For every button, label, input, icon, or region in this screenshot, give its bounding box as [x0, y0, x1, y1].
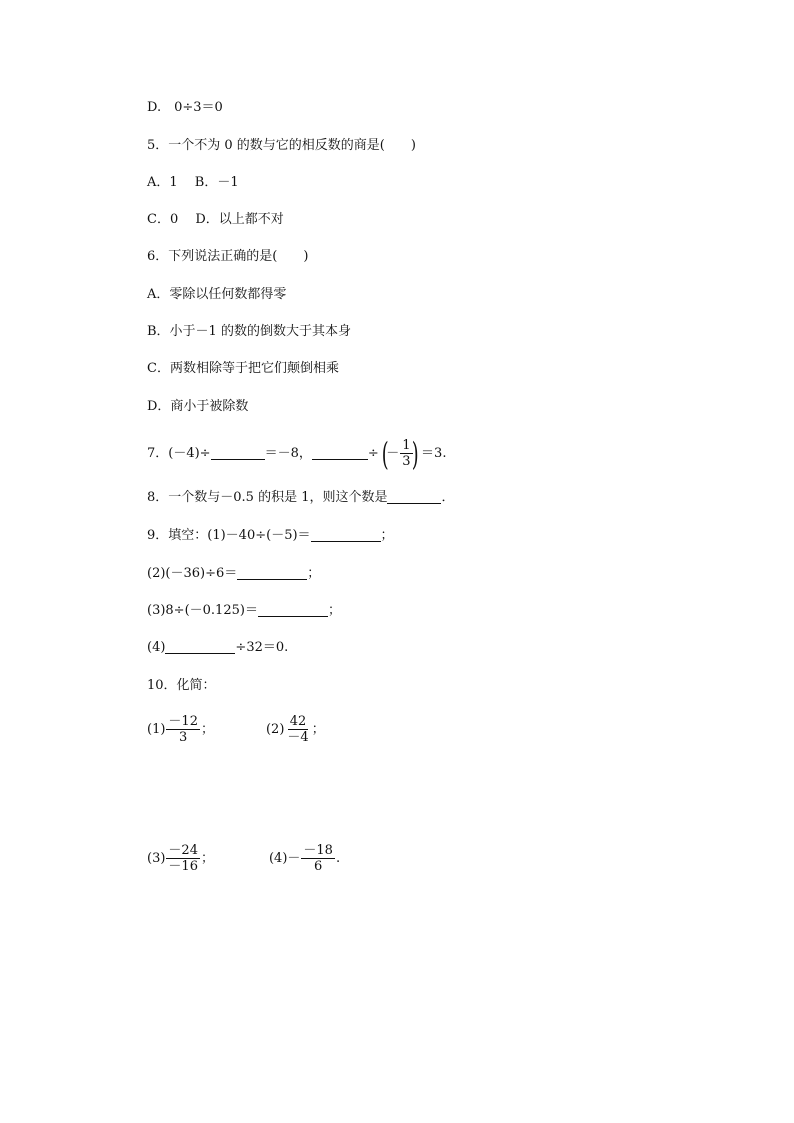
- question-8: [147, 489, 455, 507]
- q10-part3-end: ；: [200, 851, 214, 866]
- q9-l2-text: (2)(－36)÷6＝: [147, 566, 238, 581]
- question-6-option-c: C．两数相除等于把它们颠倒相乘: [147, 361, 339, 376]
- q9-l4-end: ÷32＝0.: [235, 640, 289, 655]
- q7-part2: ＝－8，: [264, 446, 312, 461]
- answer-blank[interactable]: [312, 445, 368, 460]
- fraction-numerator: －24: [168, 843, 198, 858]
- question-9-line-2: [147, 565, 320, 583]
- fraction-numerator: －12: [168, 714, 198, 729]
- answer-blank[interactable]: [258, 602, 328, 617]
- q7-fraction: [400, 438, 412, 469]
- q7-sign: －: [386, 446, 400, 461]
- answer-blank[interactable]: [211, 445, 265, 460]
- q10-part4-label: (4)－: [268, 851, 301, 866]
- fraction-denominator: 3: [179, 730, 188, 745]
- q10-part2-end: ；: [311, 722, 325, 737]
- question-5: 5．一个不为 0 的数与它的相反数的商是( ): [147, 138, 416, 153]
- question-6: 6．下列说法正确的是( ): [147, 249, 309, 264]
- answer-blank[interactable]: [387, 489, 441, 504]
- question-10: 10．化简：: [147, 678, 216, 693]
- answer-blank[interactable]: [311, 527, 381, 542]
- fraction-numerator: 42: [289, 714, 307, 729]
- question-5-options-cd: C．0 D．以上都不对: [147, 212, 284, 227]
- q9-l4-text: (4): [147, 640, 166, 655]
- q10-part1-end: ；: [200, 722, 214, 737]
- q8-end: ．: [441, 490, 455, 505]
- q9-l3-end: ；: [327, 603, 341, 618]
- q9-l1-end: ；: [380, 528, 394, 543]
- fraction-denominator: －16: [168, 859, 198, 874]
- fraction-numerator: 1: [402, 438, 411, 453]
- question-9-line-4: [147, 639, 288, 657]
- answer-blank[interactable]: [237, 565, 307, 580]
- question-6-option-d: D．商小于被除数: [147, 399, 249, 414]
- q10-part1-fraction: [166, 714, 200, 745]
- question-9-line-1: [147, 527, 394, 545]
- fraction-denominator: 3: [402, 454, 411, 469]
- question-6-option-a: A．零除以任何数都得零: [147, 287, 287, 302]
- q10-part4-fraction: [301, 843, 335, 874]
- q7-part3: ÷: [367, 446, 379, 461]
- q10-part2-label: (2): [265, 722, 285, 737]
- question-10-row-1: [147, 712, 325, 748]
- q9-l2-end: ；: [307, 566, 321, 581]
- left-paren-icon: (: [381, 434, 389, 473]
- option-d-line: D. 0÷3＝0: [147, 100, 223, 115]
- fraction-denominator: －4: [287, 730, 309, 745]
- q10-part3-label: (3): [147, 851, 166, 866]
- question-6-option-b: B．小于－1 的数的倒数大于其本身: [147, 324, 351, 339]
- question-7: [147, 434, 447, 473]
- question-5-options-ab: A．1 B．－1: [147, 175, 239, 190]
- q10-part4-end: .: [335, 851, 341, 866]
- q10-part2-fraction: [285, 714, 310, 745]
- q7-part4: ＝3.: [421, 446, 447, 461]
- question-9-line-3: [147, 602, 341, 620]
- q8-text: 8．一个数与－0.5 的积是 1，则这个数是: [147, 490, 388, 505]
- right-paren-icon: ): [411, 434, 419, 473]
- q10-part1-label: (1): [147, 722, 166, 737]
- fraction-numerator: －18: [303, 843, 333, 858]
- answer-blank[interactable]: [165, 639, 235, 654]
- q7-part1: 7．(－4)÷: [147, 446, 211, 461]
- question-10-row-2: [147, 841, 340, 877]
- q9-l3-text: (3)8÷(－0.125)＝: [147, 603, 258, 618]
- fraction-denominator: 6: [314, 859, 323, 874]
- q9-l1-text: 9．填空：(1)－40÷(－5)＝: [147, 528, 311, 543]
- q10-part3-fraction: [166, 843, 200, 874]
